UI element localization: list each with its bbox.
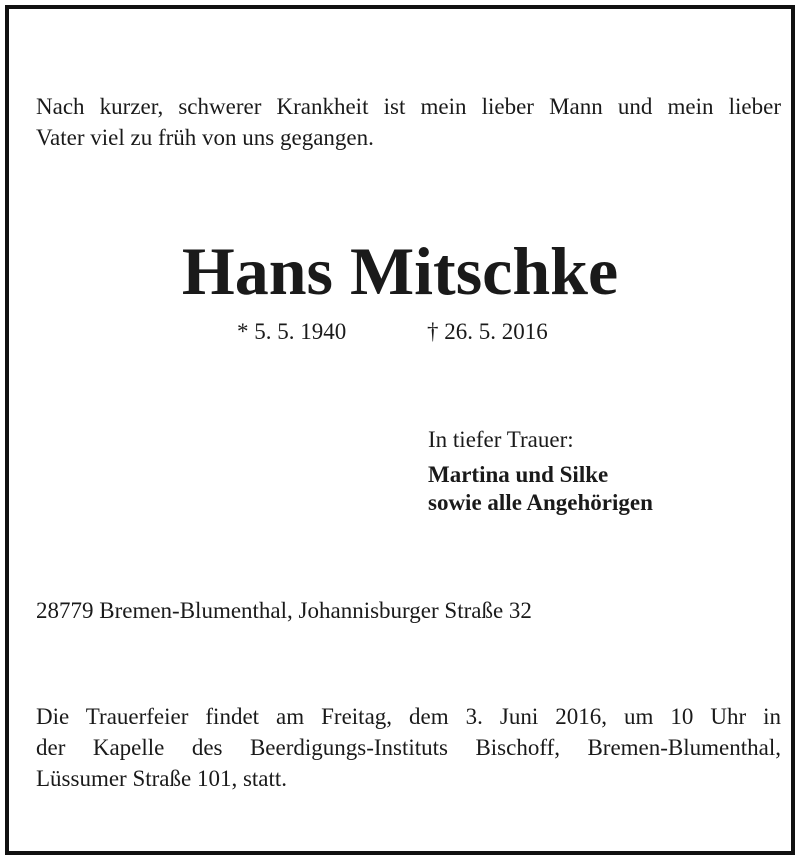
birth-date: * 5. 5. 1940 — [237, 319, 347, 344]
address-line: 28779 Bremen-Blumenthal, Johannisburger Straße 32 — [36, 598, 532, 623]
service-line: Die Trauerfeier findet am Freitag, dem 3. Juni 2016, um 10 Uhr in — [36, 704, 781, 729]
service-line: Lüssumer Straße 101, statt. — [36, 766, 288, 791]
family-line: sowie alle Angehörigen — [428, 490, 653, 515]
family-signature — [428, 461, 653, 517]
obituary-frame — [5, 5, 795, 855]
mourning-label: In tiefer Trauer: — [428, 427, 574, 452]
intro-line: Vater viel zu früh von uns gegangen. — [36, 125, 374, 150]
funeral-service-text — [36, 701, 781, 794]
death-date: † 26. 5. 2016 — [427, 319, 548, 344]
service-line: der Kapelle des Beerdigungs-Instituts Bischoff, Bremen-Blumenthal, — [36, 735, 781, 760]
family-line: Martina und Silke — [428, 462, 609, 487]
intro-line: Nach kurzer, schwerer Krankheit ist mein lieber Mann und mein lieber — [36, 94, 781, 119]
intro-text — [36, 91, 781, 153]
deceased-name: Hans Mitschke — [181, 233, 619, 309]
